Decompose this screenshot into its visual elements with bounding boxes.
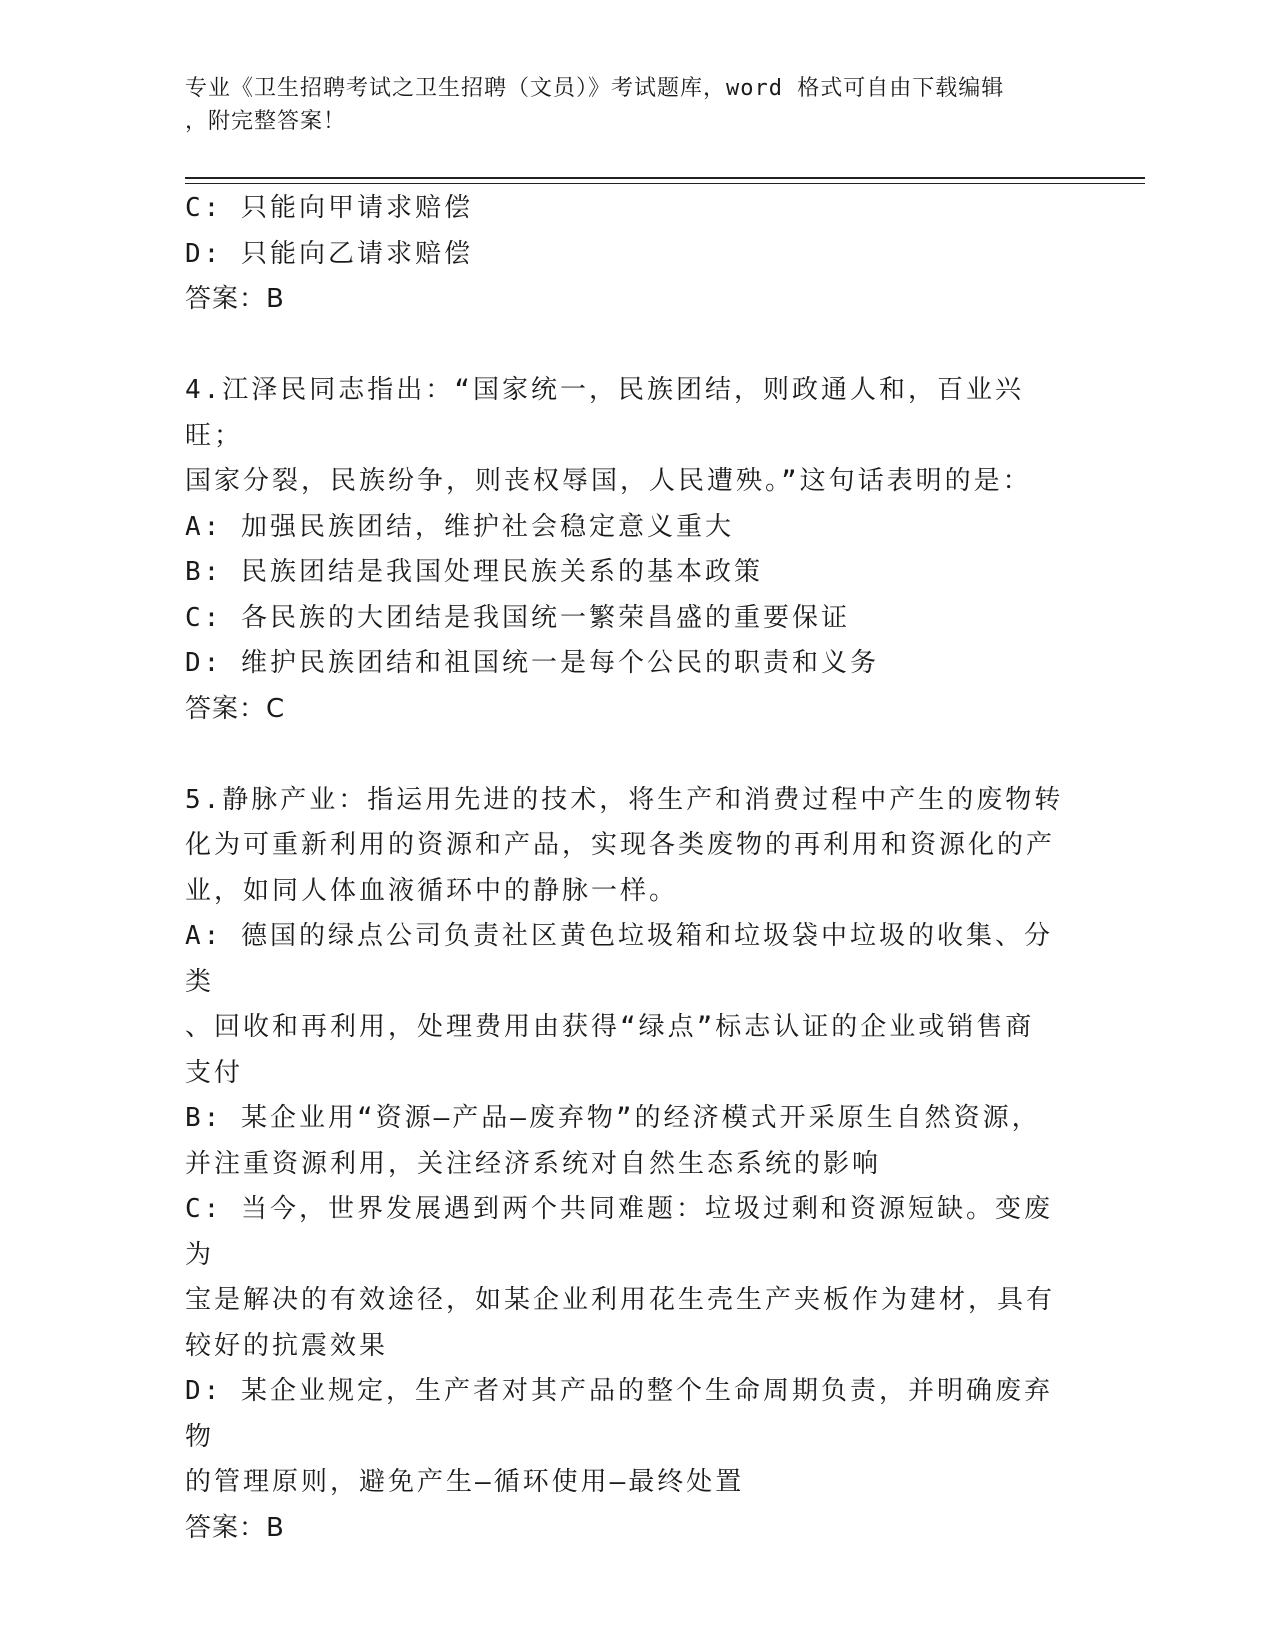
spacer [185,323,1065,369]
option-d: D: 只能向乙请求赔偿 [185,238,473,269]
question-5 [185,778,1065,1552]
question-content [185,186,1065,1551]
spacer [185,732,1065,778]
header-divider-thin [185,183,1145,184]
option-d: D: 某企业规定，生产者对其产品的整个生命周期负责，并明确废弃物 [185,1376,1053,1452]
answer-line: 答案：C [185,693,286,724]
question-stem: 业，如同人体血液循环中的静脉一样。 [185,875,679,906]
option-d: D: 维护民族团结和祖国统一是每个公民的职责和义务 [185,648,879,678]
option-c: C: 只能向甲请求赔偿 [185,193,473,223]
header-line: ，附完整答案！ [185,109,347,134]
question-stem: 国家分裂，民族纷争，则丧权辱国，人民遭殃。”这句话表明的是： [185,466,1032,496]
question-3-tail [185,186,1065,323]
option-c: C: 各民族的大团结是我国统一繁荣昌盛的重要保证 [185,602,850,633]
question-stem: 4.江泽民同志指出：“国家统一，民族团结，则政通人和，百业兴旺； [185,375,1024,451]
option-c: 较好的抗震效果 [185,1330,389,1361]
answer-line: 答案：B [185,1512,285,1543]
option-c: C: 当今，世界发展遇到两个共同难题：垃圾过剩和资源短缺。变废为 [185,1194,1053,1270]
option-d: 的管理原则，避免产生—循环使用—最终处置 [185,1467,745,1497]
header-line: 专业《卫生招聘考试之卫生招聘（文员）》考试题库，word 格式可自由下载编辑 [185,76,1005,101]
option-c: 宝是解决的有效途径，如某企业利用花生壳生产夹板作为建材，具有 [185,1285,1056,1315]
option-b: B: 民族团结是我国处理民族关系的基本政策 [185,557,763,587]
question-4 [185,368,1065,732]
header-divider [185,177,1145,179]
answer-line: 答案：B [185,284,285,314]
option-b: 并注重资源利用，关注经济系统对自然生态系统的影响 [185,1148,882,1179]
option-a: 、回收和再利用，处理费用由获得“绿点”标志认证的企业或销售商 [185,1012,1035,1042]
option-a: A: 德国的绿点公司负责社区黄色垃圾箱和垃圾袋中垃圾的收集、分类 [185,921,1053,997]
page-header [185,72,1065,138]
option-a: 支付 [185,1057,244,1088]
question-stem: 5.静脉产业：指运用先进的技术，将生产和消费过程中产生的废物转 [185,784,1064,815]
question-stem: 化为可重新利用的资源和产品，实现各类废物的再利用和资源化的产 [185,830,1056,860]
option-a: A: 加强民族团结，维护社会稳定意义重大 [185,511,734,542]
option-b: B: 某企业用“资源—产品—废弃物”的经济模式开采原生自然资源， [185,1103,1041,1133]
